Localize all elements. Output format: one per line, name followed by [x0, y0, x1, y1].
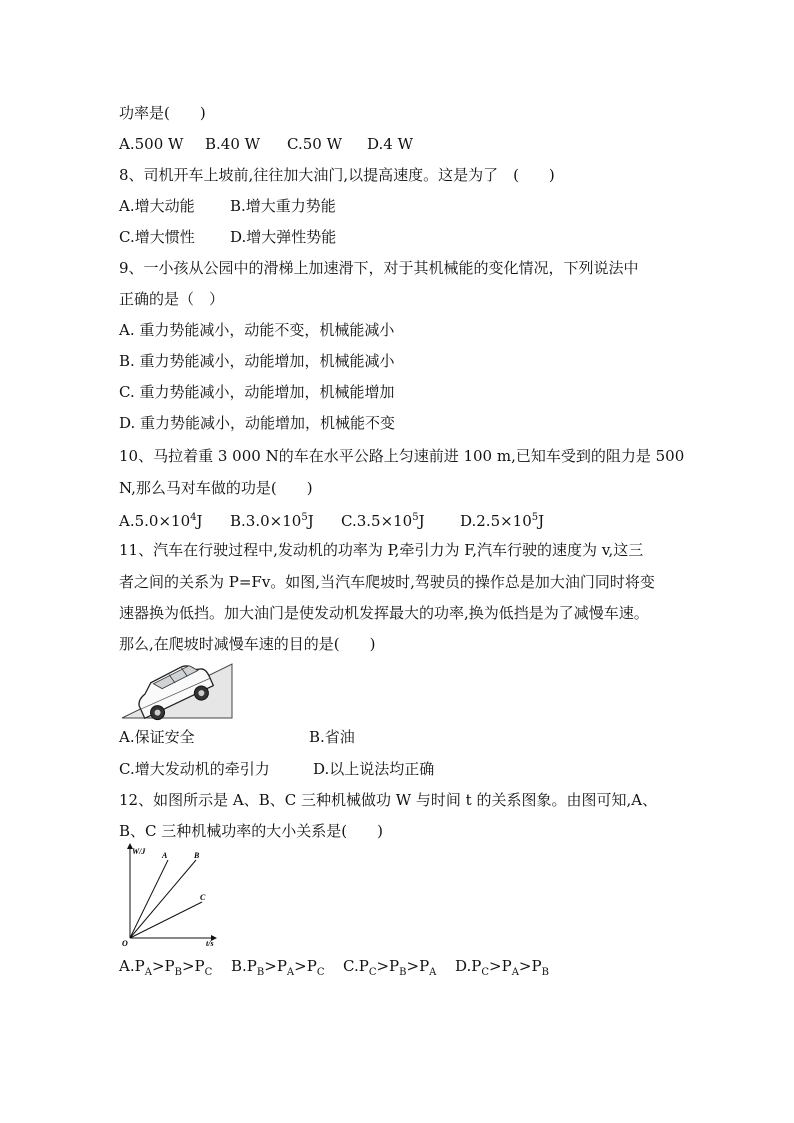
q11-options-row1 [119, 727, 355, 747]
origin-label: O [122, 939, 128, 948]
line-a [130, 860, 168, 938]
q8-option-d: D.增大弹性势能 [230, 228, 337, 246]
q11-stem-1: 11、汽车在行驶过程中,发动机的功率为 P,牵引力为 F,汽车行驶的速度为 v,这三 [119, 541, 644, 559]
q9-option-b: B. 重力势能减小，动能增加，机械能减小 [119, 352, 395, 370]
q11-stem-2: 者之间的关系为 P=Fv。如图,当汽车爬坡时,驾驶员的操作总是加大油门同时将变 [119, 573, 655, 591]
q12-option-b: $B.P_B>P_A>P_C$ [231, 957, 325, 978]
q8-stem: 8、司机开车上坡前,往往加大油门,以提高速度。这是为了 ( ) [119, 166, 555, 184]
q11-stem-3: 速器换为低挡。加大油门是使发动机发挥最大的功率,换为低挡是为了减慢车速。 [119, 604, 649, 622]
q11-options-row2 [119, 759, 434, 779]
q7-options [119, 134, 413, 154]
q10-option-b: $B.3.0\times 10^5J$ [230, 512, 314, 530]
q7-option-b: B.40 W [205, 135, 261, 153]
q7-option-d: D.4 W [367, 135, 413, 153]
q12-option-d: $D.P_C>P_A>P_B$ [455, 957, 549, 978]
q9-option-c: C. 重力势能减小，动能增加，机械能增加 [119, 383, 395, 401]
q7-option-a: A.500 W [119, 135, 184, 153]
line-c-label: C [200, 893, 206, 902]
q9-stem-1: 9、一小孩从公园中的滑梯上加速滑下，对于其机械能的变化情况，下列说法中 [119, 259, 639, 277]
q11-option-b: B.省油 [309, 728, 355, 746]
q12-option-c: $C.P_C>P_B>P_A$ [343, 957, 437, 978]
car-on-slope-figure [118, 660, 236, 722]
q11-stem-4: 那么,在爬坡时减慢车速的目的是( ) [119, 635, 376, 653]
q8-option-a: A.增大动能 [119, 197, 195, 215]
q7-stem-end: 功率是( ) [119, 104, 206, 122]
q11-option-c: C.增大发动机的牵引力 [119, 760, 270, 778]
q8-option-b: B.增大重力势能 [230, 197, 336, 215]
line-b [130, 860, 196, 938]
q7-option-c: C.50 W [287, 135, 342, 153]
q12-stem-1: 12、如图所示是 A、B、C 三种机械做功 W 与时间 t 的关系图象。由图可知,A、 [119, 791, 658, 809]
line-b-label: B [194, 851, 200, 860]
q10-option-d: $D.2.5\times 10^5J$ [460, 512, 545, 530]
q8-option-c: C.增大惯性 [119, 228, 195, 246]
q9-option-a: A. 重力势能减小，动能不变，机械能减小 [119, 321, 395, 339]
q10-option-c: $C.3.5\times 10^5J$ [341, 512, 425, 530]
q12-option-a: $A.P_A>P_B>P_C$ [119, 957, 213, 978]
y-axis-label: W/J [132, 847, 146, 856]
q12-options [119, 956, 549, 983]
q8-options-row2 [119, 227, 336, 247]
work-time-graph [118, 842, 222, 948]
line-a-label: A [162, 851, 168, 860]
q10-stem-1: 10、马拉着重 3 000 N的车在水平公路上匀速前进 100 m,已知车受到的阻力是 500 [119, 447, 685, 465]
q10-option-a: $A.5.0\times 10^4J$ [119, 512, 203, 530]
q11-option-a: A.保证安全 [119, 728, 195, 746]
q12-stem-2: B、C 三种机械功率的大小关系是( ) [119, 822, 383, 840]
line-c [130, 902, 202, 938]
q8-options-row1 [119, 196, 336, 216]
q10-options [119, 508, 544, 531]
x-axis-label: t/s [206, 939, 214, 948]
q10-stem-2: N,那么马对车做的功是( ) [119, 479, 313, 497]
q11-option-d: D.以上说法均正确 [313, 760, 435, 778]
q9-stem-2: 正确的是（ ） [119, 290, 225, 308]
q9-option-d: D. 重力势能减小，动能增加，机械能不变 [119, 414, 396, 432]
